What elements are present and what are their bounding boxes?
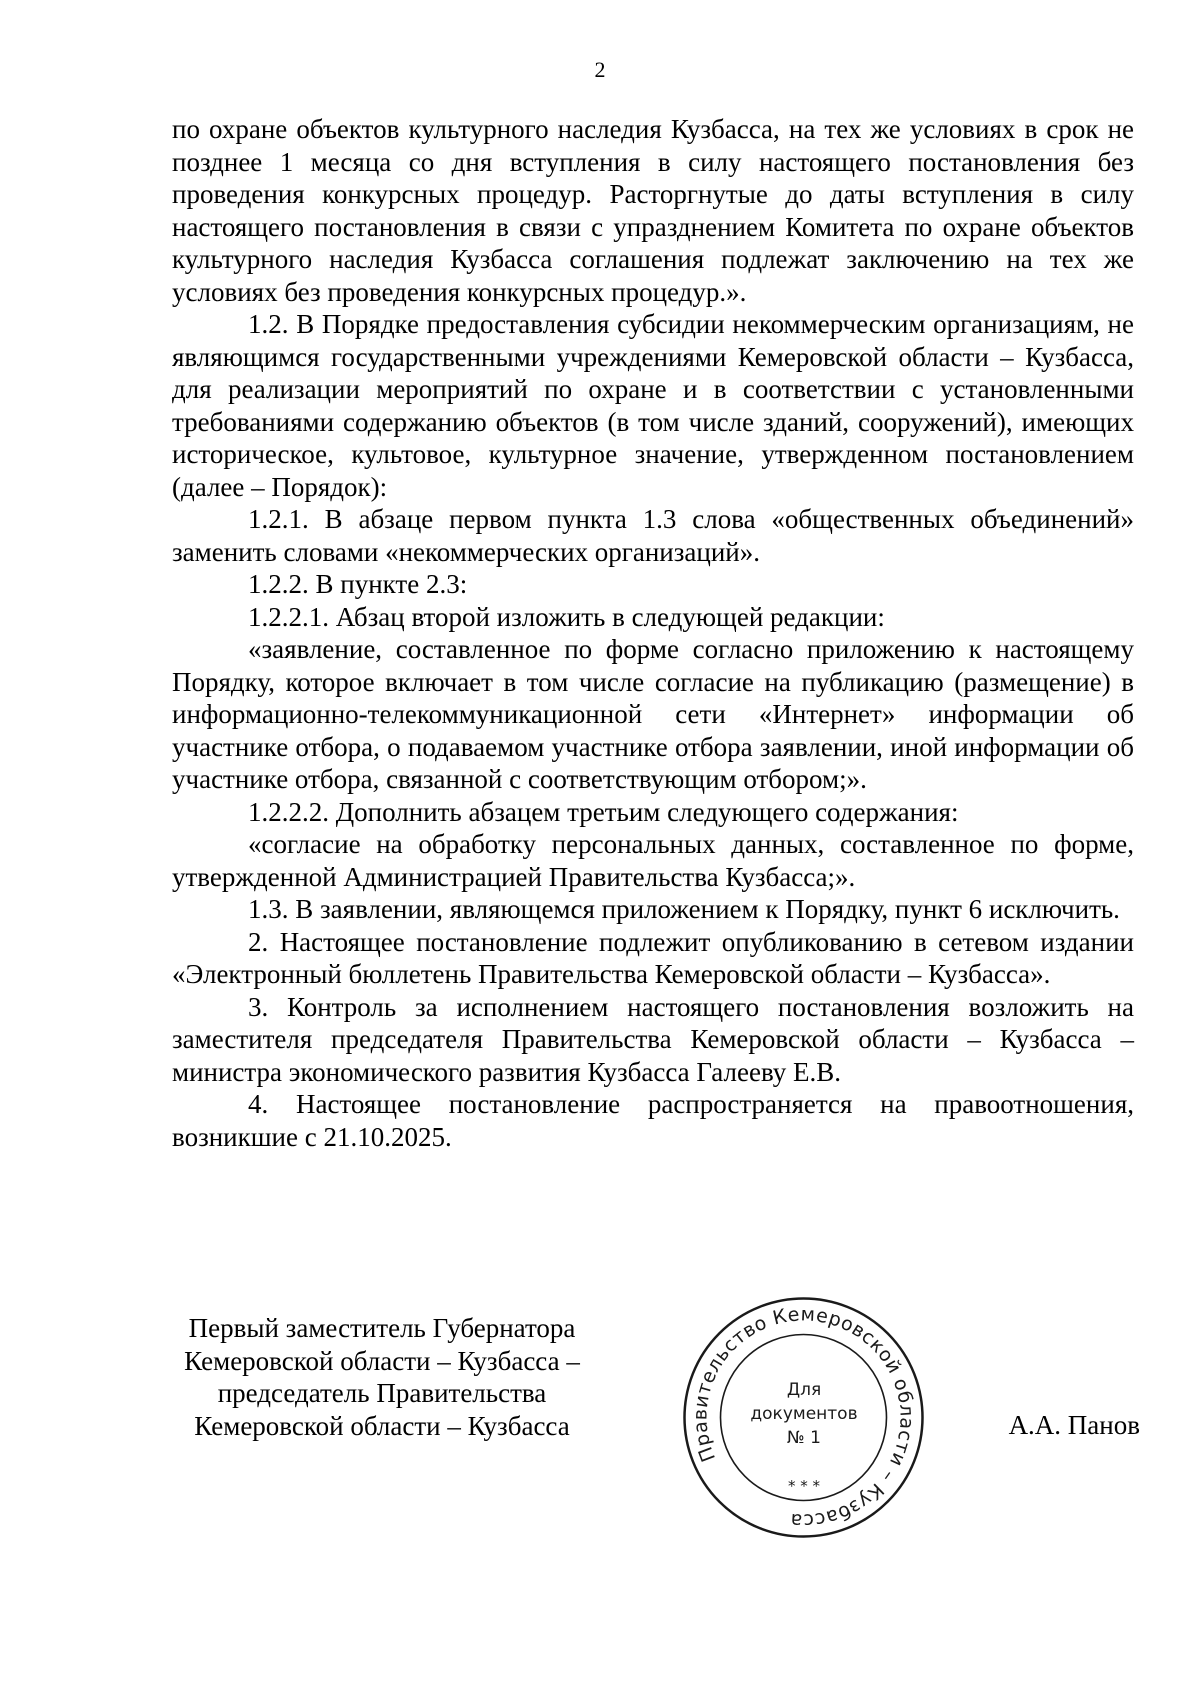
paragraph: по охране объектов культурного наследия Кузбасса, на тех же условиях в срок не позднее 1 месяца со дня вступления в силу настоящего постановления без проведения конкурсных процедур. Расторгнутые до даты вступления в силу настоящего постановления в связи с упразднением Комитета по охране объектов культурного наследия Кузбасса соглашения подлежат заключению на тех же условиях без проведения конкурсных процедур.».: [172, 114, 1134, 307]
signatory-position-line: Кемеровской области – Кузбасса –: [184, 1345, 580, 1376]
seal-ring-text: Правительство Кемеровской области – Кузбасса: [689, 1303, 918, 1532]
seal-center-line-1: Для: [786, 1380, 822, 1400]
seal-stars: * * *: [787, 1477, 821, 1495]
paragraph: 1.2. В Порядке предоставления субсидии некоммерческим организациям, не являющимся государственными учреждениями Кемеровской области – Кузбасса, для реализации мероприятий по охране и в соответствии с установленными требованиями содержанию объектов (в том числе зданий, сооружений), имеющих историческое, культовое, культурное значение, утвержденном постановлением (далее – Порядок):: [172, 309, 1134, 502]
paragraph: «заявление, составленное по форме согласно приложению к настоящему Порядку, которое включает в том числе согласие на публикацию (размещение) в информационно-телекоммуникационной сети «Интернет» информации об участнике отбора, о подаваемом участнике отбора заявлении, иной информации об участнике отбора, связанной с соответствующим отбором;».: [172, 634, 1134, 794]
paragraph: 1.2.2.2. Дополнить абзацем третьим следующего содержания:: [248, 796, 959, 827]
signatory-position-line: Первый заместитель Губернатора: [188, 1313, 576, 1343]
seal-center-line-3: № 1: [787, 1428, 821, 1448]
signatory-position: [170, 1312, 594, 1442]
paragraph: 3. Контроль за исполнением настоящего постановления возложить на заместителя председателя Правительства Кемеровской области – Кузбасса – министра экономического развития Кузбасса Галееву Е.В.: [172, 991, 1134, 1087]
paragraph: 4. Настоящее постановление распространяется на правоотношения, возникшие с 21.10.2025.: [172, 1089, 1134, 1152]
page-number: 2: [594, 57, 606, 82]
official-seal: [681, 1295, 926, 1540]
paragraph: 2. Настоящее постановление подлежит опубликованию в сетевом издании «Электронный бюллетень Правительства Кемеровской области – Кузбасса».: [172, 926, 1134, 989]
paragraph: «согласие на обработку персональных данных, составленное по форме, утвержденной Администрацией Правительства Кузбасса;».: [172, 829, 1134, 892]
signatory-position-line: председатель Правительства: [217, 1378, 547, 1408]
paragraph: 1.2.2.1. Абзац второй изложить в следующей редакции:: [248, 601, 885, 632]
paragraph: 1.2.2. В пункте 2.3:: [248, 569, 468, 599]
document-body: [172, 113, 1134, 1153]
paragraph: 1.3. В заявлении, являющемся приложением к Порядку, пункт 6 исключить.: [248, 894, 1120, 924]
paragraph: 1.2.1. В абзаце первом пункта 1.3 слова «общественных объединений» заменить словами «некоммерческих организаций».: [172, 504, 1134, 567]
signatory-position-line: Кемеровской области – Кузбасса: [194, 1410, 570, 1441]
signatory-name: А.А. Панов: [1008, 1410, 1140, 1440]
seal-center-line-2: документов: [750, 1404, 858, 1424]
